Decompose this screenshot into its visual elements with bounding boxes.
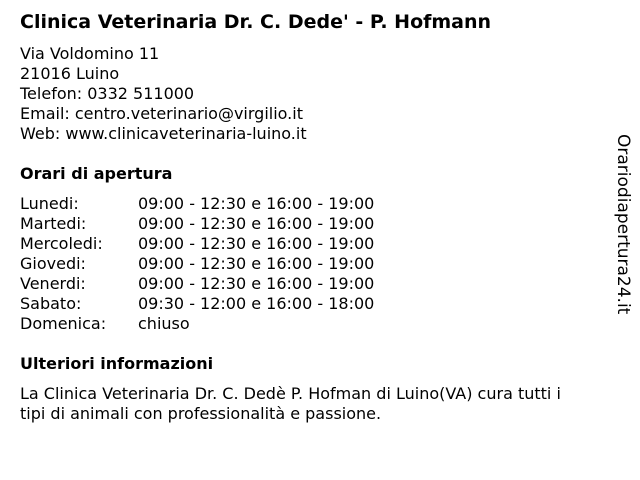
day-hours: 09:00 - 12:30 e 16:00 - 19:00 — [138, 234, 375, 253]
day-label: Domenica: — [20, 314, 107, 333]
day-label: Venerdi: — [20, 274, 86, 293]
day-label: Martedi: — [20, 214, 87, 233]
day-hours: 09:00 - 12:30 e 16:00 - 19:00 — [138, 254, 375, 273]
day-hours: 09:30 - 12:00 e 16:00 - 18:00 — [138, 294, 375, 313]
site-watermark: Orariodiapertura24.it — [613, 134, 633, 315]
description-line: La Clinica Veterinaria Dr. C. Dedè P. Hofman di Luino(VA) cura tutti i — [20, 384, 561, 403]
description-line: tipi di animali con professionalità e passione. — [20, 404, 382, 423]
page-title: Clinica Veterinaria Dr. C. Dede' - P. Hofmann — [20, 11, 492, 33]
hours-row — [20, 274, 374, 294]
email-address: Email: centro.veterinario@virgilio.it — [20, 104, 303, 123]
opening-hours-heading: Orari di apertura — [20, 164, 173, 183]
hours-row — [20, 294, 374, 314]
day-label: Lunedi: — [20, 194, 79, 213]
opening-hours-table — [20, 194, 374, 334]
city-postcode: 21016 Luino — [20, 64, 120, 83]
hours-row — [20, 234, 374, 254]
hours-row — [20, 214, 374, 234]
day-hours: 09:00 - 12:30 e 16:00 - 19:00 — [138, 194, 375, 213]
day-hours: chiuso — [138, 314, 190, 333]
hours-row — [20, 254, 374, 274]
clinic-description — [20, 384, 620, 424]
day-label: Giovedi: — [20, 254, 86, 273]
day-hours: 09:00 - 12:30 e 16:00 - 19:00 — [138, 274, 375, 293]
contact-block — [20, 44, 307, 144]
website-address: Web: www.clinicaveterinaria-luino.it — [20, 124, 307, 143]
hours-row — [20, 314, 374, 334]
hours-row — [20, 194, 374, 214]
street-address: Via Voldomino 11 — [20, 44, 160, 63]
phone-number: Telefon: 0332 511000 — [20, 84, 195, 103]
day-hours: 09:00 - 12:30 e 16:00 - 19:00 — [138, 214, 375, 233]
day-label: Sabato: — [20, 294, 82, 313]
day-label: Mercoledi: — [20, 234, 103, 253]
more-info-heading: Ulteriori informazioni — [20, 354, 214, 373]
